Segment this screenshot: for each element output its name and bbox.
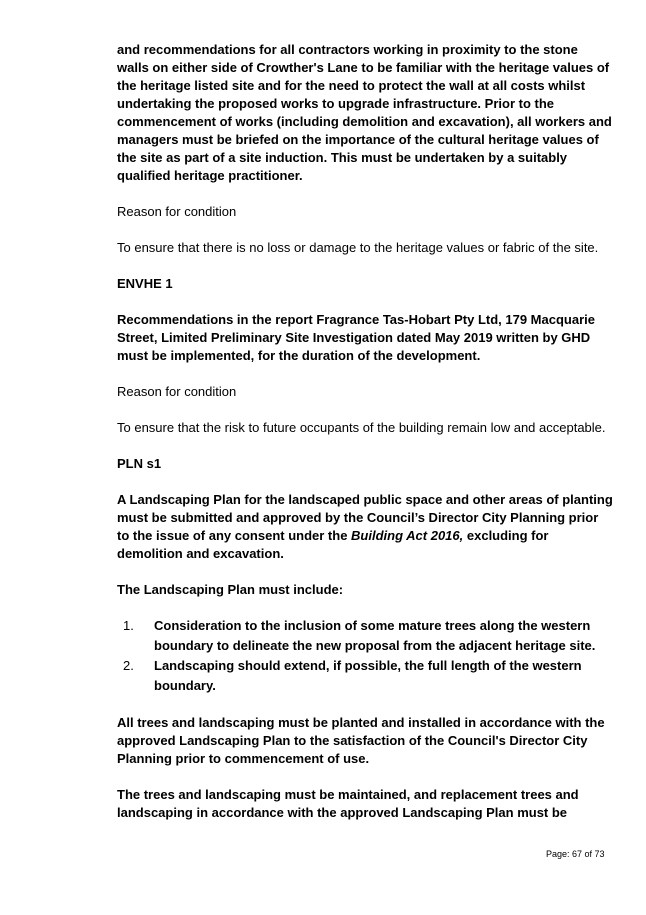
- list-item-number: 1.: [123, 618, 134, 633]
- landscaping-requirements-list: [117, 616, 613, 696]
- pln-text-part1: A Landscaping Plan for the landscaped public space and other areas of planting must be submitted and approved by the Council’s Director City Planning prior to the issue of any consent under the: [117, 492, 613, 543]
- list-item: [117, 656, 613, 696]
- building-act-reference: Building Act 2016,: [351, 528, 464, 543]
- pln-condition-text: [117, 491, 613, 563]
- list-item: [117, 616, 613, 656]
- condition-code-envhe: ENVHE 1: [117, 276, 173, 291]
- trees-planted-paragraph: All trees and landscaping must be planted and installed in accordance with the approved Landscaping Plan to the satisfaction of the Council's Director City Planning prior to commencement of use.: [117, 715, 605, 766]
- envhe-condition-text: Recommendations in the report Fragrance Tas-Hobart Pty Ltd, 179 Macquarie Street, Limited Preliminary Site Investigation dated May 2019 written by GHD must be implemented, for the duration of the development.: [117, 312, 595, 363]
- reason-heading: Reason for condition: [117, 204, 237, 219]
- list-item-text: Consideration to the inclusion of some mature trees along the western boundary to delineate the new proposal from the adjacent heritage site.: [154, 618, 596, 653]
- document-page: [117, 41, 613, 822]
- plan-include-heading: The Landscaping Plan must include:: [117, 582, 344, 597]
- reason-text: To ensure that the risk to future occupants of the building remain low and acceptable.: [117, 420, 606, 435]
- reason-text: To ensure that there is no loss or damage to the heritage values or fabric of the site.: [117, 240, 599, 255]
- list-item-number: 2.: [123, 658, 134, 673]
- heritage-induction-paragraph: and recommendations for all contractors working in proximity to the stone walls on either side of Crowther's Lane to be familiar with the heritage values of the heritage listed site and for the need to protect the wall at all costs whilst undertaking the proposed works to upgrade infrastructure. Prior to the commencement of works (including demolition and excavation), all workers and managers must be briefed on the importance of the cultural heritage values of the site as part of a site induction. This must be undertaken by a suitably qualified heritage practitioner.: [117, 42, 612, 183]
- page-number: Page: 67 of 73: [546, 849, 605, 859]
- pln-text-part2: excluding for demolition and excavation.: [117, 528, 549, 561]
- reason-heading: Reason for condition: [117, 384, 237, 399]
- condition-code-pln: PLN s1: [117, 456, 162, 471]
- trees-maintained-paragraph: The trees and landscaping must be maintained, and replacement trees and landscaping in accordance with the approved Landscaping Plan must be: [117, 787, 579, 820]
- list-item-text: Landscaping should extend, if possible, the full length of the western boundary.: [154, 658, 582, 693]
